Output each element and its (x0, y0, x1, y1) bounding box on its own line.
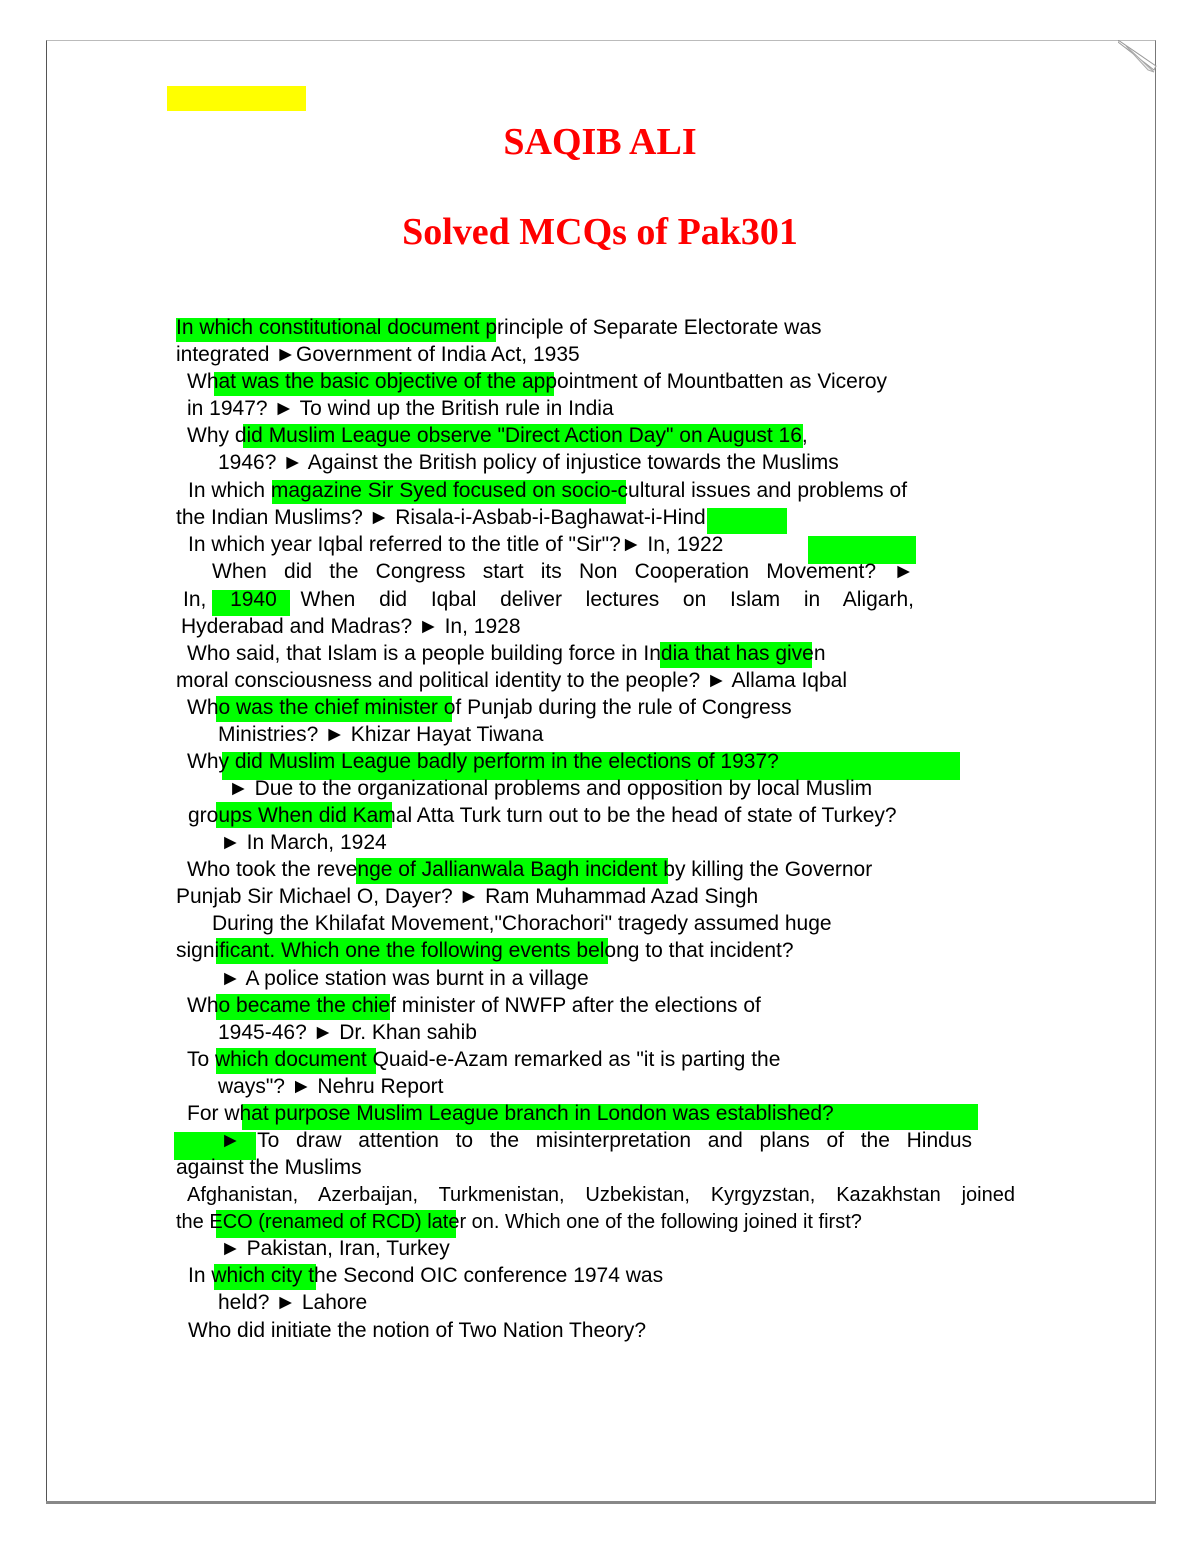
mcq-answer-line: Punjab Sir Michael O, Dayer? ► Ram Muhammad Azad Singh (176, 885, 759, 908)
mcq-question-line: In, 1940 When did Iqbal deliver lectures on Islam in Aligarh, (183, 588, 914, 611)
yellow-highlight-marker (167, 86, 306, 111)
mcq-question-line: groups When did Kamal Atta Turk turn out to be the head of state of Turkey? (188, 804, 897, 827)
mcq-question-line: What was the basic objective of the appointment of Mountbatten as Viceroy (187, 370, 888, 393)
mcq-question-line: Why did Muslim League observe "Direct Action Day" on August 16, (187, 424, 808, 447)
mcq-question-line: Afghanistan, Azerbaijan, Turkmenistan, Uzbekistan, Kyrgyzstan, Kazakhstan joined (187, 1184, 1015, 1206)
mcq-answer-line: against the Muslims (176, 1156, 362, 1179)
mcq-answer-line: moral consciousness and political identity to the people? ► Allama Iqbal (176, 669, 848, 692)
mcq-question-line: Who did initiate the notion of Two Nation Theory? (188, 1319, 647, 1342)
mcq-answer-line: held? ► Lahore (218, 1291, 368, 1314)
mcq-question-line: In which city the Second OIC conference 1974 was (188, 1264, 664, 1287)
mcq-answer-line: ways"? ► Nehru Report (218, 1075, 444, 1098)
mcq-answer-line: 1945-46? ► Dr. Khan sahib (218, 1021, 477, 1044)
mcq-answer-line: ► Due to the organizational problems and opposition by local Muslim (228, 777, 873, 800)
mcq-question-line: In which constitutional document principle of Separate Electorate was (176, 316, 822, 339)
mcq-answer-line: ► In March, 1924 (220, 831, 387, 854)
mcq-answer-line: Ministries? ► Khizar Hayat Tiwana (218, 723, 544, 746)
document-title: Solved MCQs of Pak301 (402, 211, 798, 253)
mcq-answer-line: ► To draw attention to the misinterpretation and plans of the Hindus (220, 1129, 972, 1152)
author-name: SAQIB ALI (503, 121, 697, 163)
mcq-question-line: When did the Congress start its Non Cooperation Movement? ► (212, 560, 914, 583)
mcq-question-line: In which magazine Sir Syed focused on socio-cultural issues and problems of (188, 479, 908, 502)
mcq-answer-line: the Indian Muslims? ► Risala-i-Asbab-i-Baghawat-i-Hind (176, 506, 706, 529)
mcq-answer-line: Hyderabad and Madras? ► In, 1928 (181, 615, 521, 638)
mcq-question-line: For what purpose Muslim League branch in London was established? (187, 1102, 834, 1125)
page-curl-corner (1118, 40, 1158, 76)
mcq-question-line: To which document Quaid-e-Azam remarked as "it is parting the (187, 1048, 781, 1071)
mcq-question-line: the ECO (renamed of RCD) later on. Which one of the following joined it first? (176, 1211, 862, 1233)
mcq-answer-line: integrated ►Government of India Act, 1935 (176, 343, 580, 366)
mcq-question-line: Why did Muslim League badly perform in the elections of 1937? (187, 750, 779, 773)
mcq-answer-line: ► A police station was burnt in a village (220, 967, 589, 990)
mcq-question-answer-line: In which year Iqbal referred to the title of "Sir"?► In, 1922 (188, 533, 724, 556)
mcq-question-line: Who became the chief minister of NWFP after the elections of (187, 994, 761, 1017)
mcq-question-line: Who took the revenge of Jallianwala Bagh incident by killing the Governor (187, 858, 873, 881)
mcq-answer-line: 1946? ► Against the British policy of injustice towards the Muslims (218, 451, 839, 474)
mcq-answer-line: ► Pakistan, Iran, Turkey (220, 1237, 450, 1260)
mcq-answer-line: in 1947? ► To wind up the British rule in India (187, 397, 614, 420)
mcq-question-line: Who said, that Islam is a people building force in India that has given (187, 642, 826, 665)
mcq-question-line: Who was the chief minister of Punjab during the rule of Congress (187, 696, 792, 719)
mcq-question-line: significant. Which one the following events belong to that incident? (176, 939, 794, 962)
mcq-question-line: During the Khilafat Movement,"Chorachori" tragedy assumed huge (212, 912, 832, 935)
highlight-mark (707, 508, 787, 534)
